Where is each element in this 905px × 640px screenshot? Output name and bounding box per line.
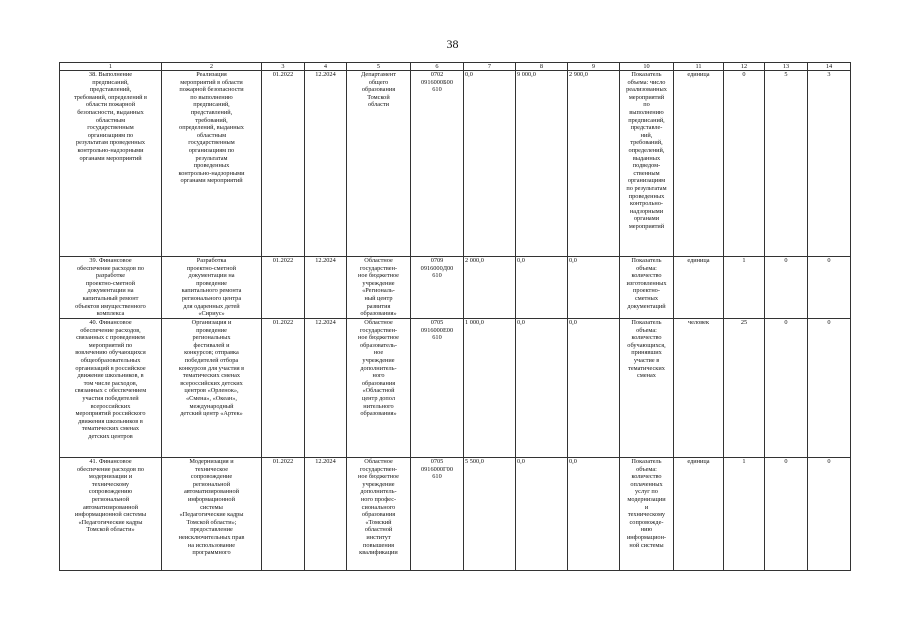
column-header: 13 [765,63,808,71]
program-table [59,62,851,571]
column-header: 9 [568,63,620,71]
indicator-cell: Показатель объема: количество изготовленных проектно- сметных документаций [620,257,674,319]
page-number: 38 [446,37,459,51]
measure-name-cell: 38. Выполнение предписаний, представлений, требований, определений в области пожарной безопасности, выданных областным государственным организациям по результатам проведенных контрольно-надзорными органами мероприятий [60,71,162,257]
value-cell: 0 [765,257,808,319]
value-cell: 0 [765,319,808,458]
indicator-cell: Показатель объема: число реализованных мероприятий по выполнению предписаний, представле- ний, требований, определений, выданных подведом- ственным организациям по результатам проведенных контрольно- надзорными органами мероприятий [620,71,674,257]
table-row [60,257,851,319]
indicator-cell: Показатель объема: количество обучающихся, принявших участие в тематических сменах [620,319,674,458]
value-cell: 0 [765,458,808,571]
amount-cell: 0,0 [464,71,516,257]
amount-cell: 5 500,0 [464,458,516,571]
budget-code-cell: 0709 0916000Д00 610 [411,257,464,319]
budget-code-cell: 0705 0916000Е00 610 [411,319,464,458]
measure-content-cell: Модернизация и техническое сопровождение региональной автоматизированной информационной системы «Педагогические кадры Томской области»; предоставление неисключительных прав на использование программного [162,458,262,571]
measure-name-cell: 41. Финансовое обеспечение расходов по модернизации и техническому сопровождению региональной автоматизированной информационной системы «Педагогические кадры Томской области» [60,458,162,571]
budget-code-cell: 0702 0916000Б00 610 [411,71,464,257]
value-cell: 0 [808,257,851,319]
amount-cell: 1 000,0 [464,319,516,458]
unit-cell: единица [674,71,724,257]
start-date-cell: 01.2022 [262,71,305,257]
amount-cell: 0,0 [568,319,620,458]
amount-cell: 0,0 [516,319,568,458]
column-header: 1 [60,63,162,71]
executor-cell: Областное государствен- ное бюджетное образователь- ное учреждение дополнитель- ного образования «Областной центр допол нительного образования» [347,319,411,458]
amount-cell: 0,0 [516,458,568,571]
column-header: 5 [347,63,411,71]
amount-cell: 0,0 [568,257,620,319]
column-header: 8 [516,63,568,71]
value-cell: 0 [724,71,765,257]
indicator-cell: Показатель объема: количество оплаченных услуг по модернизации и техническому сопровожде- нию информацион- ной системы [620,458,674,571]
start-date-cell: 01.2022 [262,458,305,571]
column-header: 4 [305,63,347,71]
value-cell: 3 [808,71,851,257]
amount-cell: 0,0 [516,257,568,319]
measure-name-cell: 40. Финансовое обеспечение расходов, связанных с проведением мероприятий по вовлечению обучающихся общеобразовательных организаций в российское движение школьников, в том числе расходов, связанных с обеспечением участия победителей всероссийских мероприятий российского движения школьников в тематических сменах детских центров [60,319,162,458]
measure-name-cell: 39. Финансовое обеспечение расходов по разработке проектно-сметной документации на капитальный ремонт объектов имущественного комплекса [60,257,162,319]
measure-content-cell: Реализация мероприятий в области пожарной безопасности по выполнению предписаний, представлений, требований, определений, выданных областным государственным организациям по результатам проведенных контрольно-надзорными органами мероприятий [162,71,262,257]
amount-cell: 2 900,0 [568,71,620,257]
start-date-cell: 01.2022 [262,257,305,319]
measure-content-cell: Разработка проектно-сметной документации на проведение капитального ремонта регионального центра для одаренных детей «Сириус» [162,257,262,319]
unit-cell: единица [674,257,724,319]
column-header: 6 [411,63,464,71]
amount-cell: 2 000,0 [464,257,516,319]
value-cell: 1 [724,458,765,571]
value-cell: 0 [808,319,851,458]
value-cell: 0 [808,458,851,571]
column-header: 12 [724,63,765,71]
unit-cell: единица [674,458,724,571]
unit-cell: человек [674,319,724,458]
end-date-cell: 12.2024 [305,319,347,458]
end-date-cell: 12.2024 [305,458,347,571]
budget-code-cell: 0705 0916000Г00 610 [411,458,464,571]
column-header: 10 [620,63,674,71]
value-cell: 5 [765,71,808,257]
value-cell: 25 [724,319,765,458]
amount-cell: 9 000,0 [516,71,568,257]
column-header: 3 [262,63,305,71]
executor-cell: Областное государствен- ное бюджетное учреждение дополнитель- ного профес- сионального образования «Томский областной институт повышения квалификации [347,458,411,571]
start-date-cell: 01.2022 [262,319,305,458]
header-row [60,63,851,71]
column-header: 7 [464,63,516,71]
value-cell: 1 [724,257,765,319]
amount-cell: 0,0 [568,458,620,571]
column-header: 11 [674,63,724,71]
column-header: 14 [808,63,851,71]
table-row [60,458,851,571]
measure-content-cell: Организация и проведение региональных фестивалей и конкурсов; отправка победителей отбора конкурсов для участия в тематических сменах всероссийских детских центров «Орленок», «Смена», «Океан», международный детский центр «Артек» [162,319,262,458]
table-row [60,71,851,257]
end-date-cell: 12.2024 [305,71,347,257]
executor-cell: Областное государствен- ное бюджетное учреждение «Региональ- ный центр развития образования» [347,257,411,319]
executor-cell: Департамент общего образования Томской области [347,71,411,257]
column-header: 2 [162,63,262,71]
end-date-cell: 12.2024 [305,257,347,319]
table-row [60,319,851,458]
